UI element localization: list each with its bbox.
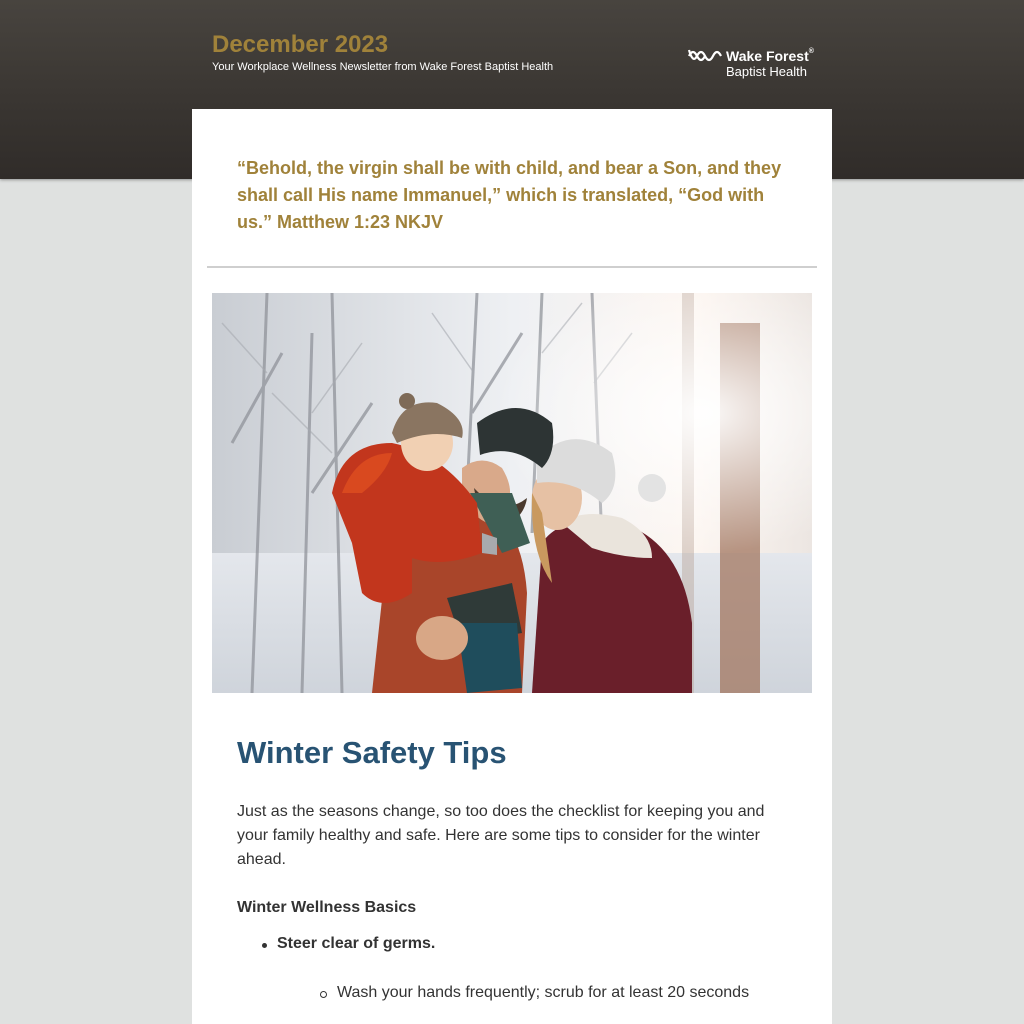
logo-text-line1: Wake Forest® [726,48,814,64]
newsletter-subtitle: Your Workplace Wellness Newsletter from Wake Forest Baptist Health [212,61,554,73]
list-item: Steer clear of germs. [277,935,436,952]
newsletter-card [192,109,832,1024]
wake-forest-logo[interactable] [688,47,818,81]
wake-forest-ribbon-icon [688,47,722,65]
section-heading: Winter Wellness Basics [237,899,417,916]
issue-title: December 2023 [212,31,389,58]
sub-bullet-icon [320,991,327,998]
registered-mark: ® [808,48,814,55]
bullet-icon [262,943,267,948]
newsletter-header [192,0,832,109]
scripture-quote: “Behold, the virgin shall be with child, and bear a Son, and they shall call His name Immanuel,” which is translated, “God with us.” Matthew 1:23 NKJV [237,158,782,232]
sub-list-item: Wash your hands frequently; scrub for at least 20 seconds [337,984,750,1001]
family-in-snowy-forest-photo [212,293,812,693]
article-intro: Just as the seasons change, so too does the checklist for keeping you and your family healthy and safe. Here are some tips to consider for the winter ahead. [237,803,765,868]
article-title: Winter Safety Tips [237,735,507,770]
hero-image [212,293,812,693]
logo-text-line2: Baptist Health [726,64,807,79]
divider [207,266,817,268]
